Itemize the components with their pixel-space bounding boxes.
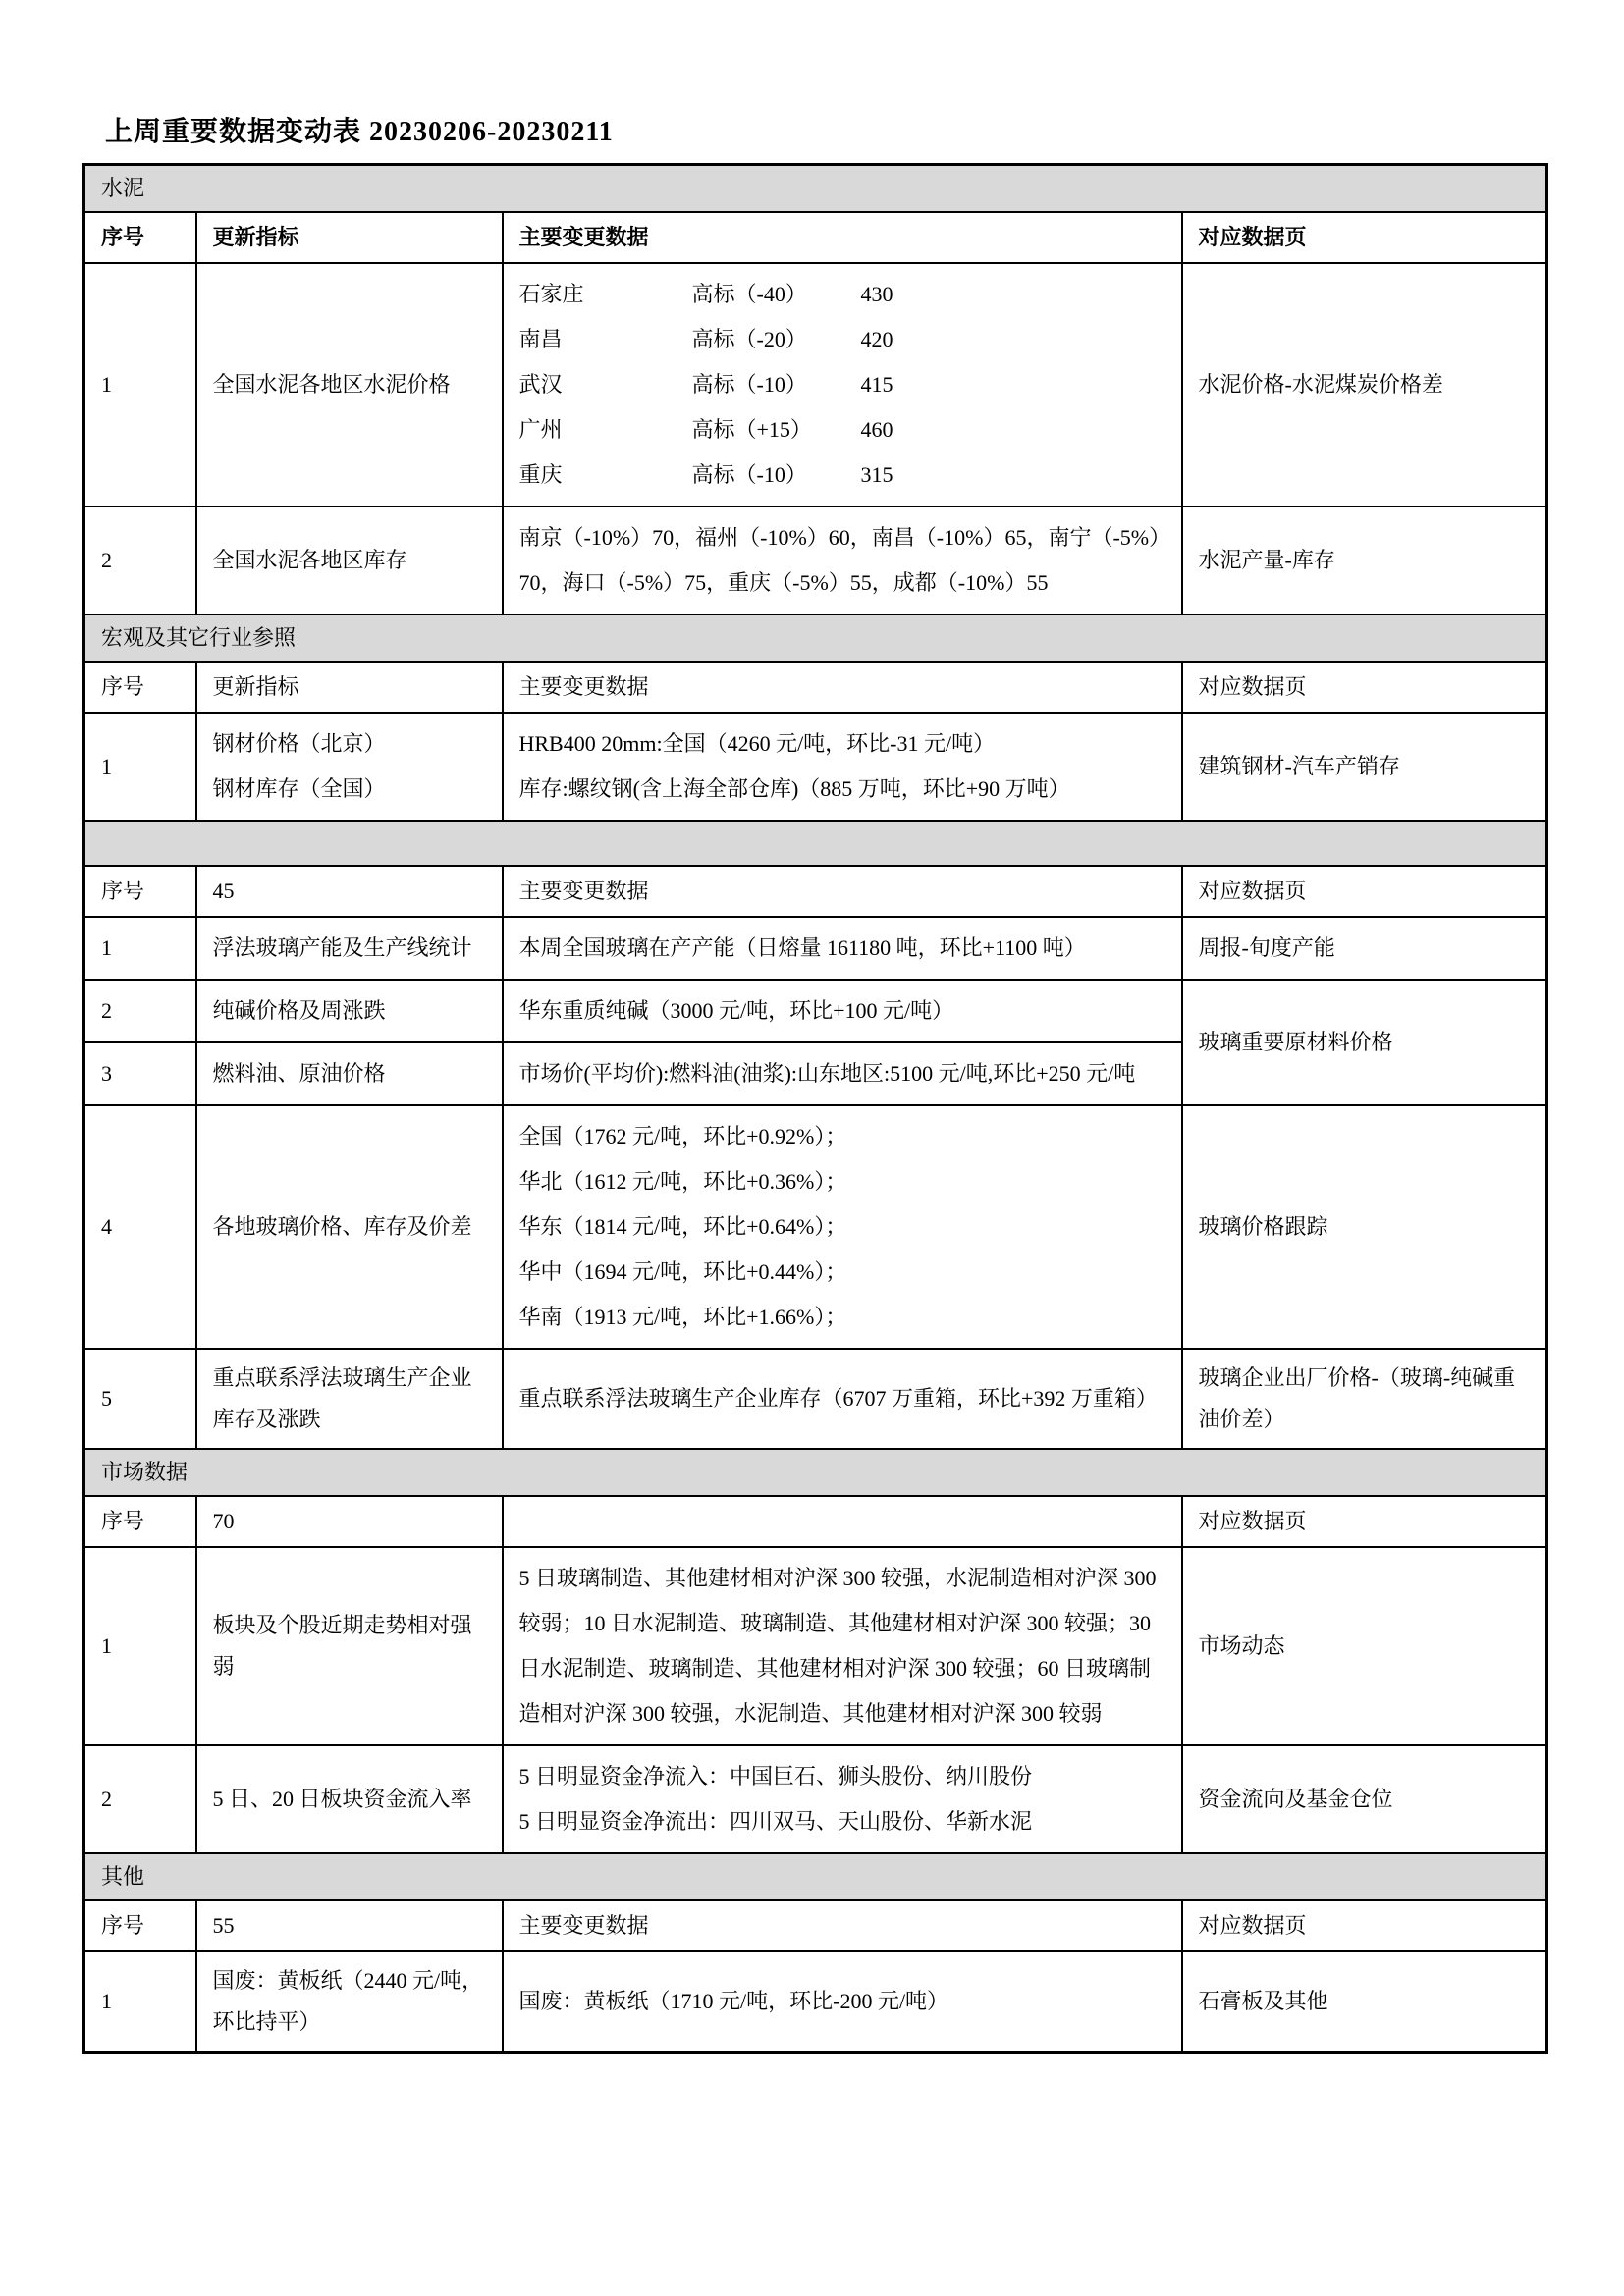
cell-indicator: 各地玻璃价格、库存及价差 bbox=[196, 1105, 503, 1349]
cell-no: 1 bbox=[84, 917, 196, 980]
indicator-line: 钢材价格（北京） bbox=[212, 731, 386, 756]
table-row-cement-2 bbox=[84, 507, 1547, 614]
city-label: 重庆 bbox=[518, 462, 563, 487]
header-indicator: 更新指标 bbox=[196, 662, 503, 713]
header-indicator: 更新指标 bbox=[196, 212, 503, 263]
data-line bbox=[519, 453, 1165, 498]
data-line: 华中（1694 元/吨，环比+0.44%）； bbox=[518, 1259, 847, 1284]
macro-header-row bbox=[84, 662, 1547, 713]
table-row-market-2 bbox=[84, 1745, 1547, 1853]
cell-data bbox=[503, 507, 1182, 614]
section-band-other bbox=[84, 1853, 1547, 1900]
page-title: 上周重要数据变动表 20230206-20230211 bbox=[105, 117, 614, 147]
data-line bbox=[519, 362, 1165, 407]
section-band-label: 宏观及其它行业参照 bbox=[84, 614, 1547, 662]
cell-no: 2 bbox=[84, 507, 196, 614]
cell-indicator: 全国水泥各地区水泥价格 bbox=[196, 263, 503, 507]
price-value: 415 bbox=[860, 372, 893, 397]
data-line: 本周全国玻璃在产产能（日熔量 161180 吨，环比+1100 吨） bbox=[518, 935, 1086, 960]
header-data: 主要变更数据 bbox=[503, 1900, 1182, 1951]
data-line: 5 日明显资金净流入：中国巨石、狮头股份、纳川股份 bbox=[518, 1764, 1033, 1789]
cell-no: 3 bbox=[84, 1042, 196, 1105]
header-no: 序号 bbox=[84, 662, 196, 713]
city-label: 武汉 bbox=[518, 372, 563, 397]
empty-band-cell bbox=[84, 821, 1547, 866]
cell-no: 5 bbox=[84, 1349, 196, 1449]
cell-indicator: 纯碱价格及周涨跌 bbox=[196, 980, 503, 1042]
data-line: 5 日明显资金净流出：四川双马、天山股份、华新水泥 bbox=[518, 1809, 1033, 1834]
cell-indicator: 板块及个股近期走势相对强弱 bbox=[196, 1547, 503, 1745]
price-value: 460 bbox=[860, 417, 893, 442]
other-header-row bbox=[84, 1900, 1547, 1951]
price-value: 420 bbox=[860, 327, 893, 351]
cell-page: 石膏板及其他 bbox=[1182, 1951, 1547, 2053]
cell-no: 2 bbox=[84, 1745, 196, 1853]
cell-data bbox=[503, 263, 1182, 507]
data-line: 重点联系浮法玻璃生产企业库存（6707 万重箱，环比+392 万重箱） bbox=[518, 1386, 1158, 1411]
cell-indicator: 重点联系浮法玻璃生产企业库存及涨跌 bbox=[196, 1349, 503, 1449]
cell-no: 1 bbox=[84, 1951, 196, 2053]
cell-page: 建筑钢材-汽车产销存 bbox=[1182, 713, 1547, 821]
header-indicator: 55 bbox=[196, 1900, 503, 1951]
cell-page-merged: 玻璃重要原材料价格 bbox=[1182, 980, 1547, 1105]
table-row-other-1 bbox=[84, 1951, 1547, 2053]
data-line: 全国（1762 元/吨，环比+0.92%）； bbox=[518, 1124, 847, 1148]
weekly-data-change-table bbox=[82, 163, 1548, 2054]
data-line: HRB400 20mm:全国（4260 元/吨，环比-31 元/吨） bbox=[518, 731, 996, 756]
cell-data bbox=[503, 1349, 1182, 1449]
section-band-market bbox=[84, 1449, 1547, 1496]
data-line: 华东（1814 元/吨，环比+0.64%）； bbox=[518, 1214, 847, 1239]
price-value: 430 bbox=[860, 282, 893, 306]
data-line bbox=[519, 272, 1165, 317]
header-no: 序号 bbox=[84, 212, 196, 263]
header-data: 主要变更数据 bbox=[503, 662, 1182, 713]
data-line bbox=[519, 407, 1165, 453]
cell-no: 1 bbox=[84, 263, 196, 507]
data-line: 市场价(平均价):燃料油(油浆):山东地区:5100 元/吨,环比+250 元/吨 bbox=[518, 1061, 1136, 1086]
header-data: 主要变更数据 bbox=[503, 866, 1182, 917]
cell-page: 市场动态 bbox=[1182, 1547, 1547, 1745]
table-row-glass-2 bbox=[84, 980, 1547, 1042]
header-page: 对应数据页 bbox=[1182, 212, 1547, 263]
cell-data bbox=[503, 1042, 1182, 1105]
cell-page: 水泥产量-库存 bbox=[1182, 507, 1547, 614]
cell-no: 2 bbox=[84, 980, 196, 1042]
header-no: 序号 bbox=[84, 1496, 196, 1547]
section-band-macro bbox=[84, 614, 1547, 662]
cell-page: 水泥价格-水泥煤炭价格差 bbox=[1182, 263, 1547, 507]
glass-header-row bbox=[84, 866, 1547, 917]
grade-change: 高标（-10） bbox=[691, 462, 807, 487]
header-page: 对应数据页 bbox=[1182, 1900, 1547, 1951]
cement-header-row bbox=[84, 212, 1547, 263]
table-row-glass-4 bbox=[84, 1105, 1547, 1349]
header-no: 序号 bbox=[84, 1900, 196, 1951]
header-data: 主要变更数据 bbox=[503, 212, 1182, 263]
header-data bbox=[503, 1496, 1182, 1547]
cell-page: 资金流向及基金仓位 bbox=[1182, 1745, 1547, 1853]
cell-data bbox=[503, 980, 1182, 1042]
grade-change: 高标（-20） bbox=[691, 327, 807, 351]
data-line: 5 日玻璃制造、其他建材相对沪深 300 较强，水泥制造相对沪深 300 较弱；10 日水泥制造、玻璃制造、其他建材相对沪深 300 较强；30 日水泥制造、玻璃制造、其他建材相对沪深 300 较强；60 日玻璃制造相对沪深 300 较强，水泥制造、其他建材相对沪深 300 较弱 bbox=[518, 1566, 1157, 1726]
cell-indicator: 5 日、20 日板块资金流入率 bbox=[196, 1745, 503, 1853]
data-line: 国废：黄板纸（1710 元/吨，环比-200 元/吨） bbox=[518, 1989, 949, 2013]
city-label: 广州 bbox=[518, 417, 563, 442]
data-line: 华东重质纯碱（3000 元/吨，环比+100 元/吨） bbox=[518, 998, 954, 1023]
data-line: 华南（1913 元/吨，环比+1.66%）； bbox=[518, 1305, 847, 1329]
grade-change: 高标（+15） bbox=[691, 417, 812, 442]
cell-data bbox=[503, 1745, 1182, 1853]
header-page: 对应数据页 bbox=[1182, 866, 1547, 917]
cell-page: 玻璃企业出厂价格-（玻璃-纯碱重油价差） bbox=[1182, 1349, 1547, 1449]
header-page: 对应数据页 bbox=[1182, 1496, 1547, 1547]
header-no: 序号 bbox=[84, 866, 196, 917]
section-band-label: 市场数据 bbox=[84, 1449, 1547, 1496]
header-indicator: 45 bbox=[196, 866, 503, 917]
cell-data bbox=[503, 1547, 1182, 1745]
table-row-glass-5 bbox=[84, 1349, 1547, 1449]
cell-no: 1 bbox=[84, 1547, 196, 1745]
section-band-label: 其他 bbox=[84, 1853, 1547, 1900]
cell-page: 玻璃价格跟踪 bbox=[1182, 1105, 1547, 1349]
cell-data bbox=[503, 1951, 1182, 2053]
indicator-line: 钢材库存（全国） bbox=[212, 776, 386, 801]
data-line: 南京（-10%）70，福州（-10%）60，南昌（-10%）65，南宁（-5%）70，海口（-5%）75，重庆（-5%）55，成都（-10%）55 bbox=[518, 525, 1161, 595]
cell-data bbox=[503, 917, 1182, 980]
section-band-cement bbox=[84, 165, 1547, 213]
cell-data bbox=[503, 1105, 1182, 1349]
section-band-empty bbox=[84, 821, 1547, 866]
cell-indicator: 全国水泥各地区库存 bbox=[196, 507, 503, 614]
price-value: 315 bbox=[860, 462, 893, 487]
table-row-macro-1 bbox=[84, 713, 1547, 821]
data-line bbox=[519, 317, 1165, 362]
table-row-glass-1 bbox=[84, 917, 1547, 980]
header-page: 对应数据页 bbox=[1182, 662, 1547, 713]
table-row-cement-1 bbox=[84, 263, 1547, 507]
cell-indicator: 国废：黄板纸（2440 元/吨，环比持平） bbox=[196, 1951, 503, 2053]
grade-change: 高标（-40） bbox=[691, 282, 807, 306]
grade-change: 高标（-10） bbox=[691, 372, 807, 397]
cell-indicator bbox=[196, 713, 503, 821]
cell-data bbox=[503, 713, 1182, 821]
cell-no: 4 bbox=[84, 1105, 196, 1349]
city-label: 石家庄 bbox=[518, 282, 584, 306]
data-line: 华北（1612 元/吨，环比+0.36%）； bbox=[518, 1169, 847, 1194]
cell-indicator: 浮法玻璃产能及生产线统计 bbox=[196, 917, 503, 980]
city-label: 南昌 bbox=[518, 327, 563, 351]
header-indicator: 70 bbox=[196, 1496, 503, 1547]
cell-page: 周报-旬度产能 bbox=[1182, 917, 1547, 980]
market-header-row bbox=[84, 1496, 1547, 1547]
cell-no: 1 bbox=[84, 713, 196, 821]
table-row-market-1 bbox=[84, 1547, 1547, 1745]
data-line: 库存:螺纹钢(含上海全部仓库)（885 万吨，环比+90 万吨） bbox=[518, 776, 1070, 801]
section-band-label: 水泥 bbox=[84, 165, 1547, 213]
cell-indicator: 燃料油、原油价格 bbox=[196, 1042, 503, 1105]
